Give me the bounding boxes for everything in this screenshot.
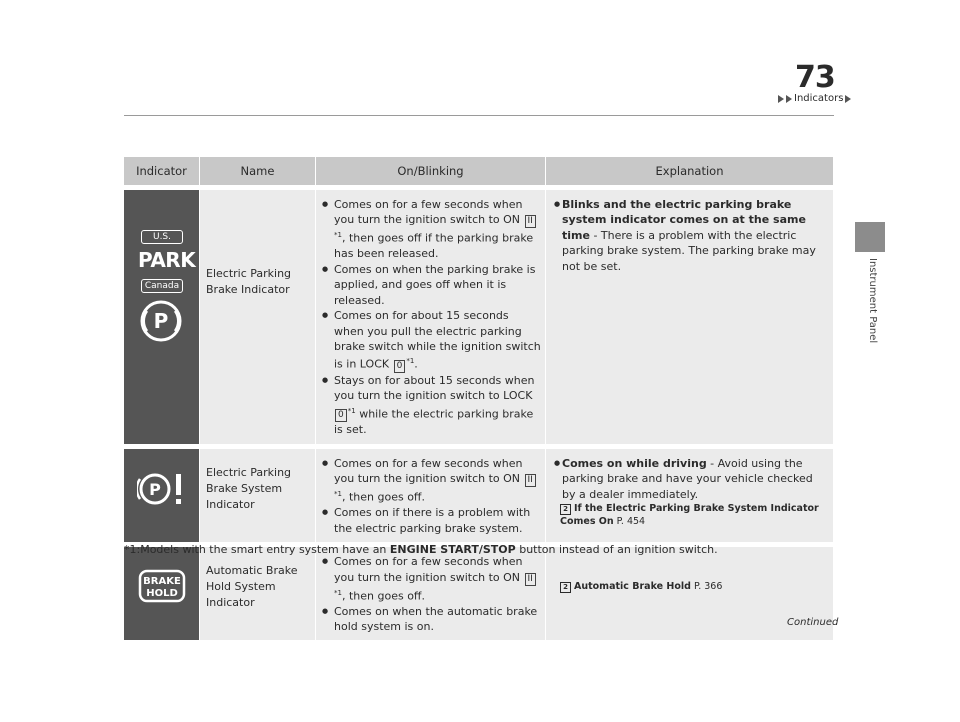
indicator-cell-parking-brake-system (124, 448, 200, 542)
list-item: ● Comes on for a few seconds when you turn the ignition switch to ON II$^{*1}$, then goes off. (322, 554, 541, 603)
footnote: *1:Models with the smart entry system have an ENGINE START/STOP button instead of an ignition switch. (124, 543, 718, 556)
us-label: U.S. (141, 230, 183, 244)
explanation-cell (546, 189, 833, 444)
table-header-row (124, 157, 833, 185)
table-row (124, 448, 833, 542)
arrow-right-icon (786, 95, 792, 103)
ignition-key-label: 0 (394, 360, 406, 373)
canada-label: Canada (141, 279, 183, 293)
ignition-key-label: 0 (335, 409, 347, 422)
list-item: ● Comes on when the parking brake is applied, and goes off when it is released. (322, 262, 541, 308)
column-header-explanation: Explanation (546, 157, 833, 185)
list-item: ● Comes on for a few seconds when you turn the ignition switch to ON II$^{*1}$, then goes off. (322, 456, 541, 505)
explanation-text: ● Blinks and the electric parking brake system indicator comes on at the same time - There is a problem with the electric parking brake system. The parking brake may not be set. (554, 197, 829, 274)
name-line: Electric Parking (206, 465, 292, 479)
reference-arrow-icon: 2 (560, 504, 571, 515)
name-cell (200, 189, 316, 444)
name-line: Brake System (206, 481, 283, 495)
name-line: Indicator (206, 596, 255, 610)
list-item: ● Comes on for a few seconds when you turn the ignition switch to ON II$^{*1}$, then goes off if the parking brake has been released. (322, 197, 541, 262)
name-line: Brake Indicator (206, 283, 290, 296)
name-line: Electric Parking (206, 267, 292, 280)
table-row (124, 546, 833, 640)
explanation-cell (546, 448, 833, 542)
indicator-cell-brake-hold (124, 546, 200, 640)
brake-hold-icon (138, 569, 186, 603)
svg-text:P: P (149, 479, 161, 499)
reference-arrow-icon: 2 (560, 582, 571, 593)
section-tab-marker (855, 222, 885, 252)
brake-hold-label: BRAKE (143, 576, 181, 588)
parking-brake-warning-icon (137, 469, 189, 509)
table-row (124, 189, 833, 444)
section-tab-label: Instrument Panel (867, 258, 878, 344)
list-item: ● Comes on when the automatic brake hold system is on. (322, 604, 541, 635)
name-line: Indicator (206, 497, 255, 511)
cross-reference[interactable]: 2 Automatic Brake Hold P. 366 (554, 580, 829, 593)
ignition-key-label: II (525, 215, 536, 228)
arrow-right-icon (778, 95, 784, 103)
cross-reference[interactable]: 2 If the Electric Parking Brake System Indicator Comes On P. 454 (560, 503, 819, 528)
list-item: ● Comes on if there is a problem with the electric parking brake system. (322, 505, 541, 536)
name-line: Hold System (206, 580, 276, 594)
column-header-indicator: Indicator (124, 157, 200, 185)
continued-label: Continued (787, 617, 839, 628)
ignition-key-label: II (525, 474, 536, 487)
breadcrumb-label: Indicators (794, 93, 844, 104)
indicator-table (124, 157, 833, 640)
page-number: 73 (795, 60, 835, 95)
header-rule (124, 115, 834, 116)
list-item: ● Comes on for about 15 seconds when you pull the electric parking brake switch while the ignition switch is in LOCK 0 $^{*1}$. (322, 308, 541, 373)
on-blinking-cell (316, 546, 546, 640)
indicator-cell-parking-brake (124, 189, 200, 444)
svg-text:P: P (153, 309, 169, 333)
column-header-on-blinking: On/Blinking (316, 157, 546, 185)
name-cell (200, 546, 316, 640)
name-cell (200, 448, 316, 542)
name-line: Automatic Brake (206, 564, 298, 578)
breadcrumb (778, 93, 851, 104)
explanation-text: ● Comes on while driving - Avoid using the parking brake and have your vehicle checked by a dealer immediately. (554, 456, 829, 502)
brake-hold-label: HOLD (146, 588, 178, 600)
ignition-key-label: II (525, 573, 536, 586)
park-indicator-icon: PARK (138, 248, 196, 272)
arrow-right-icon (845, 95, 851, 103)
list-item: ● Stays on for about 15 seconds when you turn the ignition switch to LOCK 0 $^{*1}$ while the electric parking brake is set. (322, 373, 541, 438)
parking-brake-circle-icon (138, 298, 184, 344)
on-blinking-cell (316, 448, 546, 542)
on-blinking-cell (316, 189, 546, 444)
column-header-name: Name (200, 157, 316, 185)
